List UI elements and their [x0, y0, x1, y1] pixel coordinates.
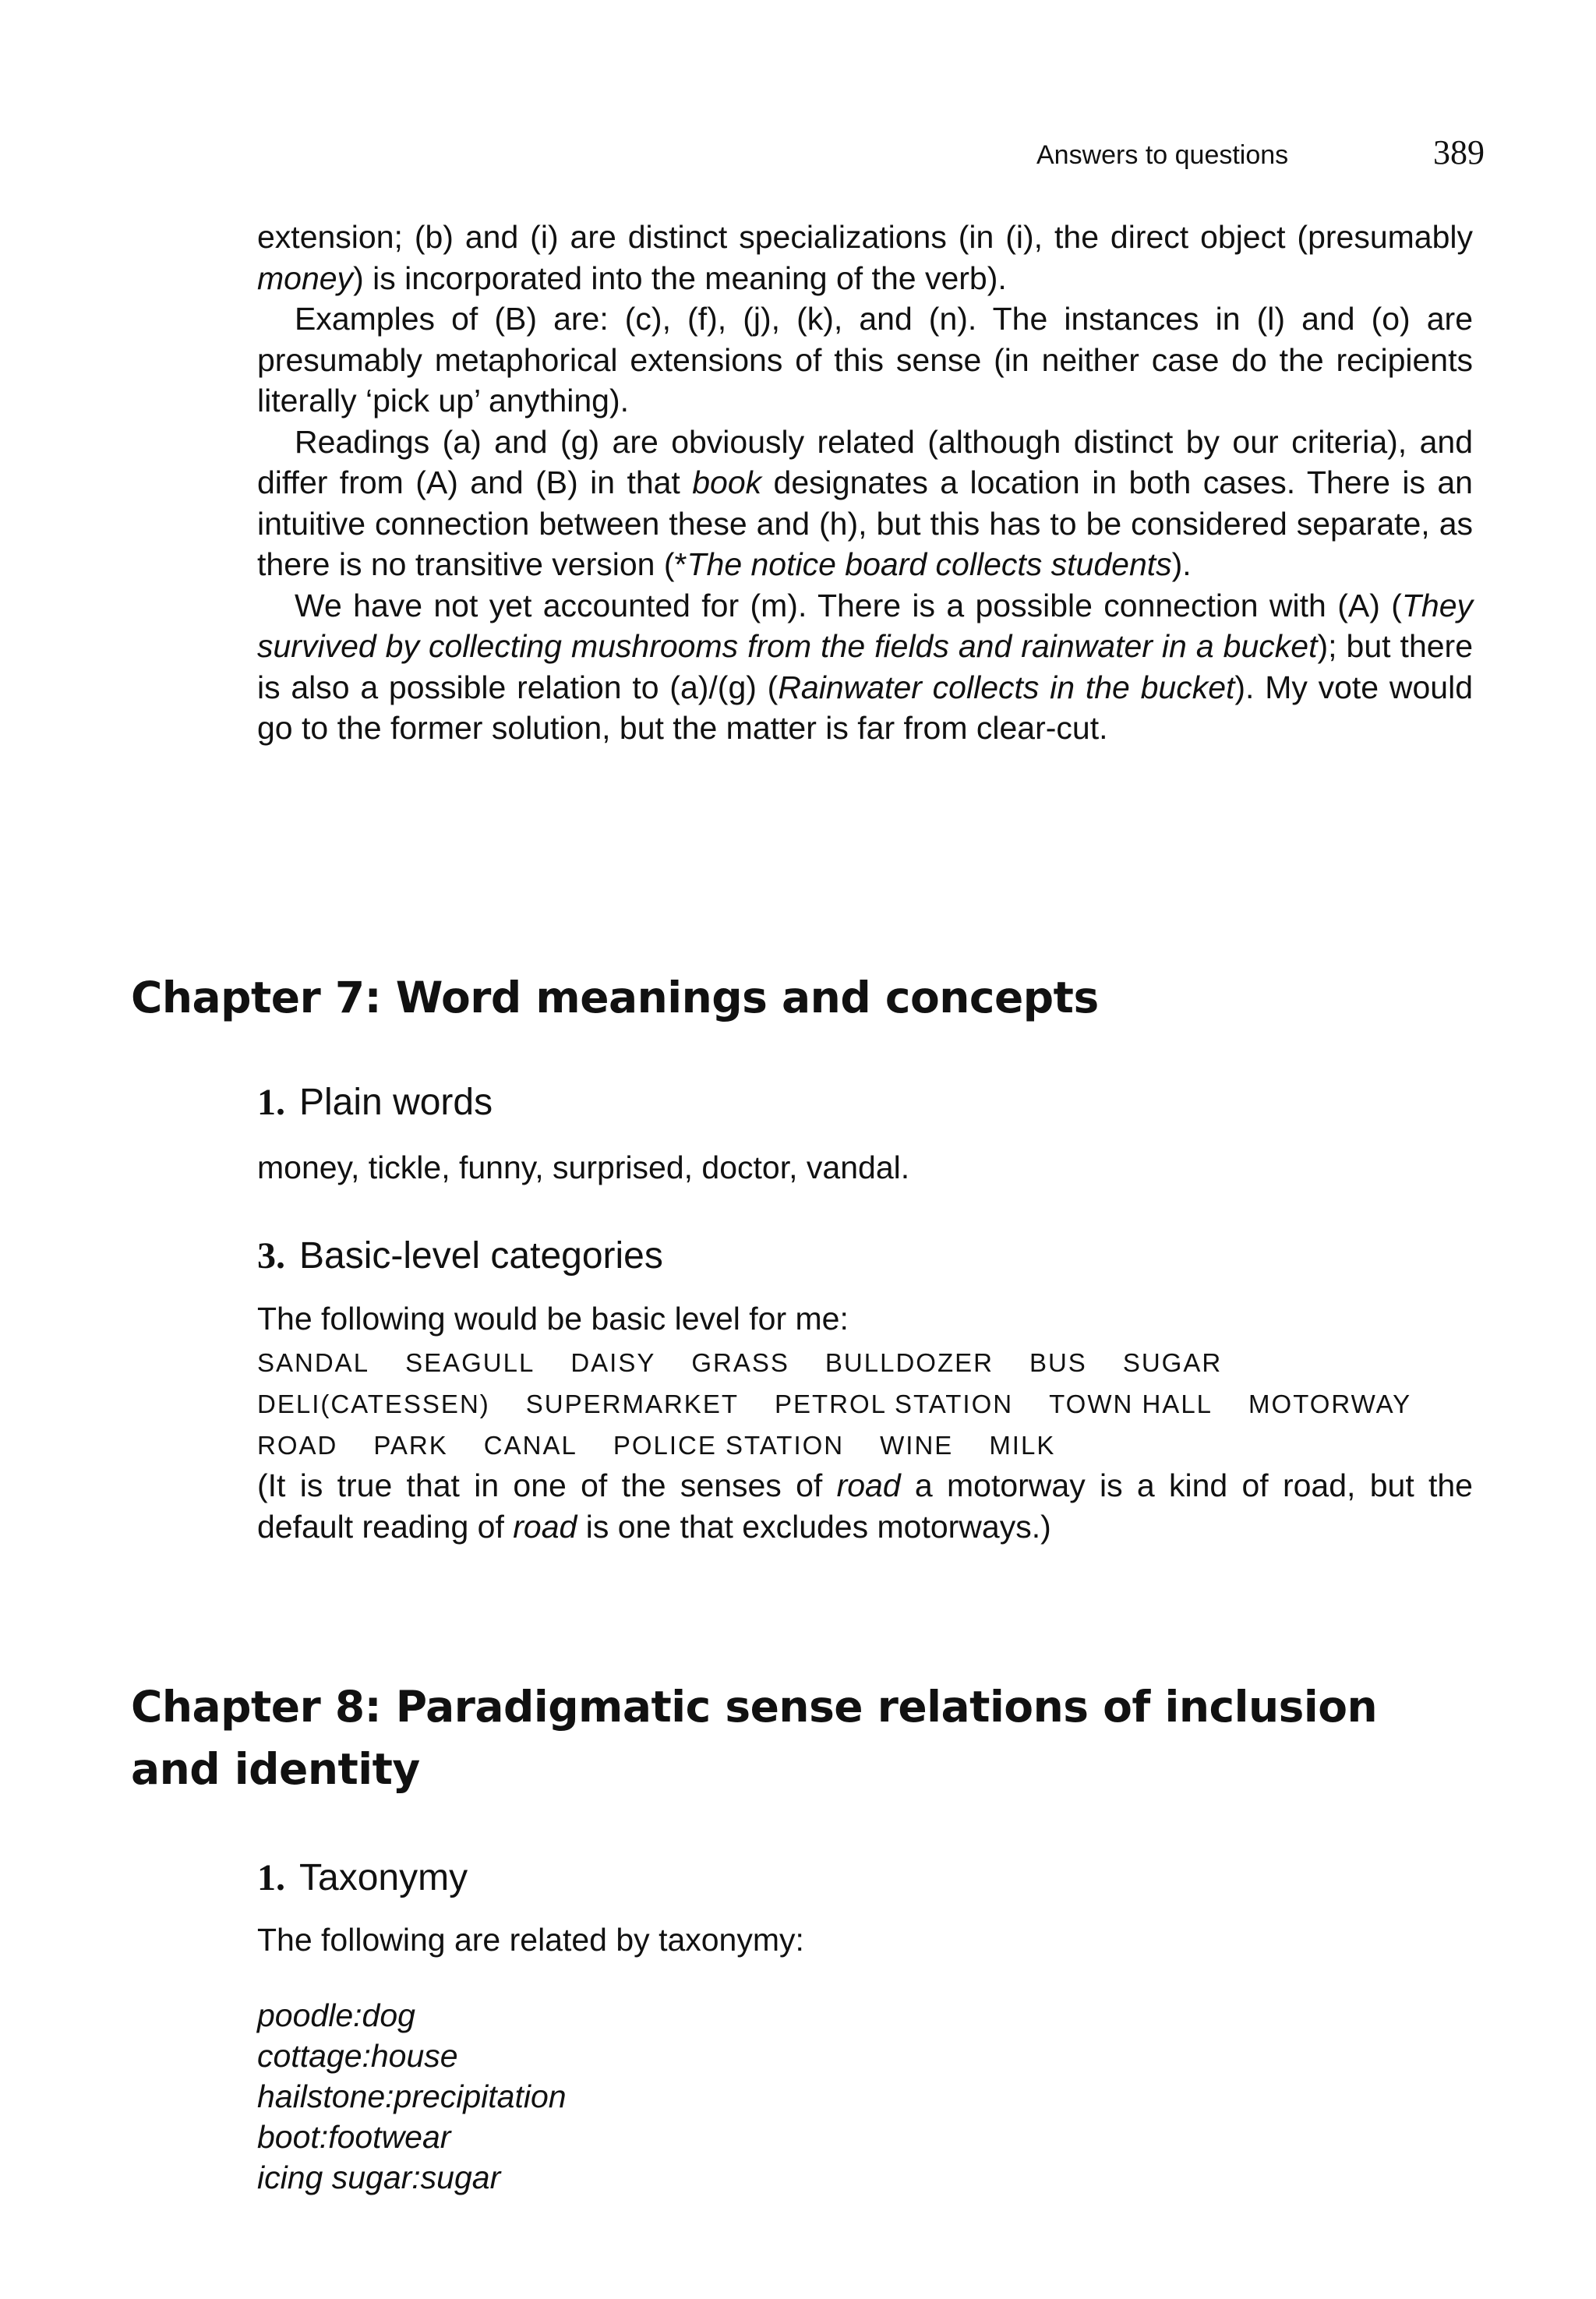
- category-term: MOTORWAY: [1248, 1390, 1412, 1418]
- section-number: 3.: [257, 1235, 285, 1277]
- category-term: BULLDOZER: [824, 1348, 994, 1377]
- italic-term: money: [257, 260, 354, 296]
- paragraph-4: We have not yet accounted for (m). There is a possible connection with (A) (They survived by collecting mushrooms from the fields and rainwater in a bucket); but there is also a possible relation to (a)/(g) (Rainwater collects in the bucket). My vote would go to the former solution, but the matter is far from clear-cut.: [257, 587, 1474, 746]
- category-term: SUGAR: [1122, 1348, 1223, 1377]
- category-term: SUPERMARKET: [525, 1390, 739, 1418]
- italic-example: Rainwater collects in the bucket: [778, 669, 1235, 705]
- category-term: SANDAL: [257, 1348, 370, 1377]
- section-title: Basic-level categories: [299, 1235, 663, 1277]
- basic-level-intro: The following would be basic level for me:: [257, 1301, 849, 1337]
- category-term: PETROL STATION: [775, 1390, 1014, 1418]
- italic-example: They survived by collecting mushrooms from the fields and rainwater in a bucket: [257, 587, 1473, 664]
- list-item: cottage:house: [257, 2038, 458, 2074]
- taxonymy-intro: The following are related by taxonymy:: [257, 1922, 804, 1958]
- section-number: 1.: [257, 1082, 285, 1123]
- italic-term: road: [836, 1467, 901, 1503]
- taxonymy-pairs-list: [257, 1995, 567, 2198]
- running-header: [1036, 132, 1485, 172]
- section-heading-taxonymy: [257, 1855, 468, 1902]
- category-row: [257, 1425, 1091, 1466]
- category-term: POLICE STATION: [613, 1431, 845, 1460]
- italic-example: The notice board collects students: [687, 546, 1172, 582]
- italic-term: book: [692, 464, 762, 500]
- list-item: hailstone:precipitation: [257, 2078, 567, 2114]
- category-term: WINE: [880, 1431, 954, 1460]
- chapter-7-heading: Chapter 7: Word meanings and concepts: [131, 973, 1099, 1022]
- paragraph-3: Readings (a) and (g) are obviously related (although distinct by our criteria), and differ from (A) and (B) in that book designates a location in both cases. There is an intuitive connection between these and (h), but this has to be considered separate, as there is no transitive version (*The notice board collects students).: [257, 423, 1473, 582]
- answer-continuation: [257, 217, 1473, 749]
- category-term: PARK: [373, 1431, 448, 1460]
- section-title: Plain words: [299, 1082, 493, 1123]
- section-heading-basic-level: [257, 1233, 663, 1280]
- paragraph-2: Examples of (B) are: (c), (f), (j), (k), and (n). The instances in (l) and (o) are presumably metaphorical extensions of this sense (in neither case do the recipients literally ‘pick up’ anything).: [257, 301, 1473, 418]
- category-term: MILK: [989, 1431, 1056, 1460]
- category-term: SEAGULL: [405, 1348, 535, 1377]
- list-item: poodle:dog: [257, 1997, 415, 2033]
- category-term: ROAD: [257, 1431, 338, 1460]
- category-term: CANAL: [483, 1431, 577, 1460]
- category-term: GRASS: [691, 1348, 789, 1377]
- section-heading-plain-words: [257, 1079, 493, 1126]
- section-number: 1.: [257, 1857, 285, 1898]
- plain-words-answer: money, tickle, funny, surprised, doctor, vandal.: [257, 1150, 910, 1185]
- paragraph-1: extension; (b) and (i) are distinct specializations (in (i), the direct object (presumably money) is incorporated into the meaning of the verb).: [257, 219, 1473, 296]
- category-term: DELI(CATESSEN): [257, 1390, 490, 1418]
- list-item: icing sugar:sugar: [257, 2160, 501, 2195]
- page-number: 389: [1433, 133, 1485, 171]
- section-title: Taxonymy: [299, 1857, 468, 1898]
- basic-level-note-block: [257, 1465, 1473, 1547]
- chapter-8-heading: Chapter 8: Paradigmatic sense relations of inclusion and identity: [131, 1682, 1378, 1794]
- running-title: Answers to questions: [1036, 140, 1289, 170]
- category-term: BUS: [1029, 1348, 1087, 1377]
- category-term: DAISY: [570, 1348, 656, 1377]
- category-row: [257, 1343, 1258, 1383]
- basic-level-note: (It is true that in one of the senses of road a motorway is a kind of road, but the default reading of road is one that excludes motorways.): [257, 1467, 1473, 1545]
- italic-term: road: [513, 1508, 577, 1545]
- list-item: boot:footwear: [257, 2119, 451, 2155]
- category-term: TOWN HALL: [1049, 1390, 1213, 1418]
- category-row: [257, 1384, 1447, 1425]
